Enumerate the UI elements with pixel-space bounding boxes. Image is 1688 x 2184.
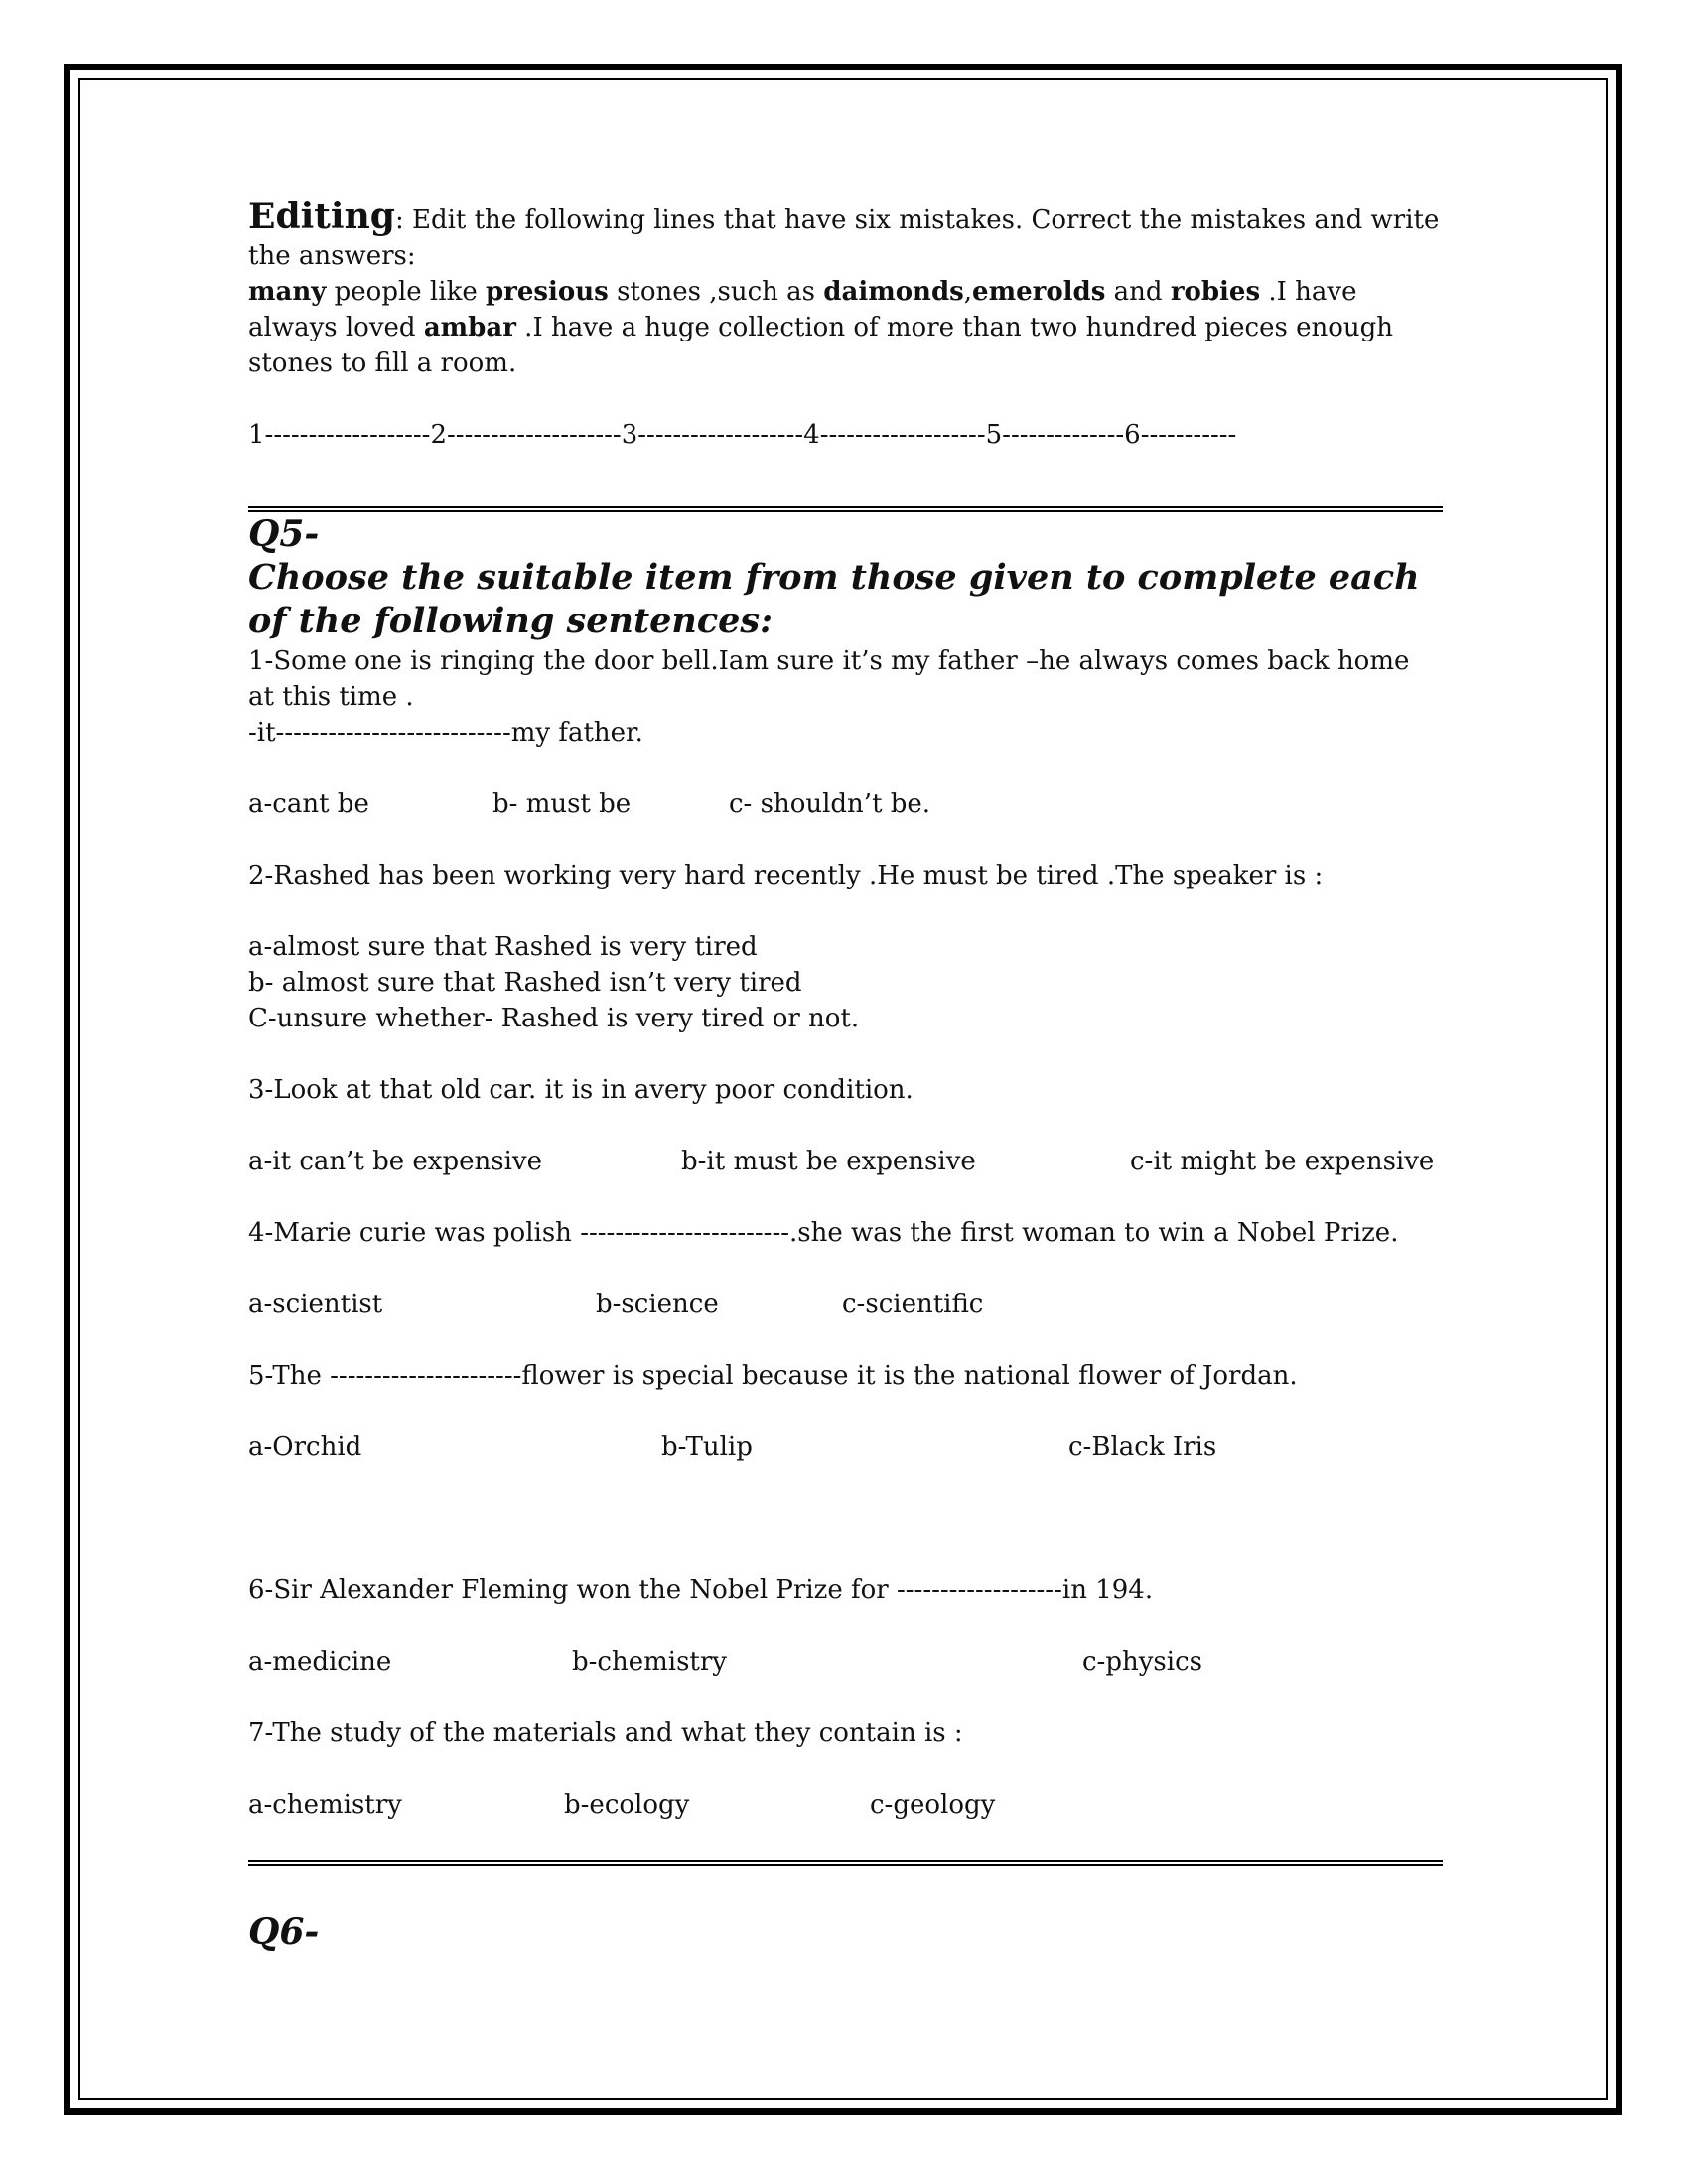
mistake-word: emerolds xyxy=(972,277,1106,307)
option-c[interactable]: c-it might be expensive xyxy=(1130,1147,1435,1176)
question-3-options xyxy=(248,1144,1440,1179)
question-1: 1-Some one is ringing the door bell.Iam sure it’s my father –he always comes back home at this time . xyxy=(248,646,1410,712)
passage-text: .I have always loved xyxy=(248,277,1357,342)
question-4: 4-Marie curie was polish ------------------------.she was the first woman to win a Nobel Prize. xyxy=(248,1218,1399,1248)
option-a[interactable]: a-almost sure that Rashed is very tired xyxy=(248,932,758,962)
passage-text: .I have a huge collection of more than two hundred pieces enough stones to fill a room. xyxy=(248,313,1394,378)
question-3: 3-Look at that old car. it is in avery poor condition. xyxy=(248,1075,914,1105)
mistake-word: many xyxy=(248,277,327,307)
question-2: 2-Rashed has been working very hard recently .He must be tired .The speaker is : xyxy=(248,861,1324,890)
question-5-options xyxy=(248,1430,1440,1465)
passage-text: stones ,such as xyxy=(608,277,824,307)
question-7: 7-The study of the materials and what they contain is : xyxy=(248,1718,963,1748)
editing-heading xyxy=(248,196,1440,274)
question-1-blank: -it---------------------------my father. xyxy=(248,718,643,748)
mistake-word: daimonds xyxy=(823,277,964,307)
worksheet-content xyxy=(248,196,1440,1954)
option-c[interactable]: c- shouldn’t be. xyxy=(729,789,931,819)
passage-text: and xyxy=(1105,277,1171,307)
option-c[interactable]: c-geology xyxy=(870,1790,996,1820)
question-5: 5-The ----------------------flower is special because it is the national flower of Jordan. xyxy=(248,1361,1298,1391)
option-a[interactable]: a-scientist xyxy=(248,1290,383,1319)
option-c[interactable]: c-Black Iris xyxy=(1068,1433,1217,1462)
editing-title: Editing xyxy=(248,196,395,237)
option-a[interactable]: a-medicine xyxy=(248,1647,392,1677)
question-1-options xyxy=(248,786,1440,822)
passage-text: , xyxy=(963,277,973,307)
passage-text: people like xyxy=(326,277,486,307)
option-b[interactable]: b-science xyxy=(596,1290,719,1319)
q5-label: Q5- xyxy=(248,513,320,555)
option-a[interactable]: a-Orchid xyxy=(248,1433,362,1462)
option-c[interactable]: C-unsure whether- Rashed is very tired or not. xyxy=(248,1004,860,1033)
editing-passage xyxy=(248,274,1440,381)
question-6: 6-Sir Alexander Fleming won the Nobel Prize for -------------------in 194. xyxy=(248,1575,1154,1605)
option-c[interactable]: c-scientific xyxy=(842,1290,984,1319)
option-a[interactable]: a-chemistry xyxy=(248,1790,402,1820)
option-b[interactable]: b- must be xyxy=(492,789,632,819)
option-b[interactable]: b- almost sure that Rashed isn’t very tired xyxy=(248,968,802,998)
question-6-options xyxy=(248,1644,1440,1680)
editing-instruction: : Edit the following lines that have six mistakes. Correct the mistakes and write the answers: xyxy=(248,205,1440,271)
editing-section xyxy=(248,196,1440,453)
option-b[interactable]: b-it must be expensive xyxy=(681,1147,976,1176)
mistake-word: presious xyxy=(485,277,609,307)
option-c[interactable]: c-physics xyxy=(1082,1647,1202,1677)
question-7-options xyxy=(248,1787,1440,1823)
question-4-options xyxy=(248,1287,1440,1322)
option-a[interactable]: a-it can’t be expensive xyxy=(248,1147,542,1176)
q5-section xyxy=(248,512,1440,1823)
option-a[interactable]: a-cant be xyxy=(248,789,369,819)
mistake-word: robies xyxy=(1170,277,1261,307)
option-b[interactable]: b-Tulip xyxy=(661,1433,753,1462)
q5-instruction: Choose the suitable item from those given to complete each of the following sentences: xyxy=(248,557,1420,641)
q6-label: Q6- xyxy=(248,1911,320,1953)
editing-answer-line: 1-------------------2--------------------3-------------------4-------------------5--------------6----------- xyxy=(248,420,1237,450)
option-b[interactable]: b-chemistry xyxy=(572,1647,727,1677)
option-b[interactable]: b-ecology xyxy=(564,1790,690,1820)
mistake-word: ambar xyxy=(423,313,516,342)
